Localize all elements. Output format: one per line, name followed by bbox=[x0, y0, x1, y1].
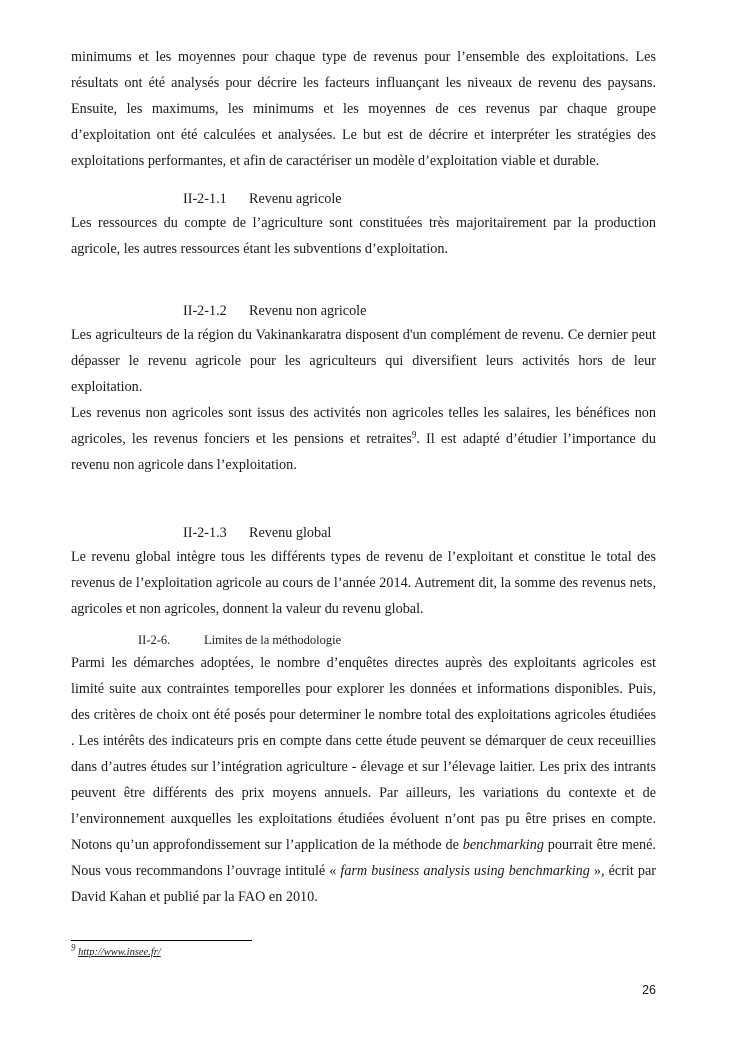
footnote-separator bbox=[71, 940, 252, 941]
limits-italic-benchmarking: benchmarking bbox=[462, 837, 544, 853]
footnote-mark: 9 bbox=[71, 942, 76, 953]
section-title: Revenu non agricole bbox=[249, 303, 367, 319]
section-heading-revenu-global bbox=[71, 524, 656, 542]
footnote-reference-link[interactable]: 9 bbox=[411, 429, 417, 440]
section-paragraph: Les agriculteurs de la région du Vakinankaratra disposent d'un complément de revenu. Ce dernier peut dépasser le revenu agricole pour les agriculteurs qui diversifient leurs activités hors de leur exploitation. bbox=[71, 327, 656, 395]
section-title: Revenu agricole bbox=[249, 191, 342, 207]
section-heading-revenu-non-agricole bbox=[71, 302, 656, 320]
paragraph-text-after: . Il est adapté d’étudier l’importance du revenu non agricole dans l’exploitation. bbox=[71, 431, 656, 473]
intro-paragraph: minimums et les moyennes pour chaque type de revenus pour l’ensemble des exploitations. Les résultats ont été analysés pour décrire les facteurs influançant les niveaux de revenu des paysans. Ensuite, les maximums, les minimums et les moyennes de ces revenus par chaque groupe d’exploitation ont été calculées et analysées. Le but est de décrire et interpréter les stratégies des exploitations performantes, et afin de caractériser un modèle d’exploitation viable et durable. bbox=[71, 49, 656, 169]
limits-text-main: Parmi les démarches adoptées, le nombre d’enquêtes directes auprès des exploitants agricoles est limité suite aux contraintes temporelles pour explorer les données et informations disponibles. Puis, des critères de choix ont été posés pour determiner le nombre total des exploitations agricoles étudiées . Les intérêts des indicateurs pris en compte dans cette étude peuvent se démarquer de ceux receuillies dans d’autres études sur l’intégration agriculture - élevage et sur l’élevage laitier. Les prix des intrants peuvent être différents des prix moyens annuels. Par ailleurs, les variations du contexte et de l’environnement auxquelles les exploitations étudiées évoluent n’ont pas pu être prises en compte. Notons qu’un approfondissement sur l’application de la méthode de bbox=[71, 655, 656, 853]
page-body bbox=[71, 44, 656, 910]
section-number: II-2-1.2 bbox=[183, 303, 227, 319]
section-paragraph: Les ressources du compte de l’agriculture sont constituées très majoritairement par la production agricole, les autres ressources étant les subventions d’exploitation. bbox=[71, 215, 656, 257]
limits-paragraph bbox=[71, 650, 656, 910]
section-heading-revenu-agricole bbox=[71, 190, 656, 208]
section-title: Revenu global bbox=[249, 525, 332, 541]
section-paragraph: Le revenu global intègre tous les différents types de revenu de l’exploitant et constitue le total des revenus de l’exploitation agricole au cours de l’année 2014. Autrement dit, la somme des revenus nets, agricoles et non agricoles, donnent la valeur du revenu global. bbox=[71, 549, 656, 617]
section-title: Limites de la méthodologie bbox=[204, 633, 342, 647]
limits-text-end: », écrit par David Kahan et publié par la FAO en 2010. bbox=[71, 863, 656, 905]
section-number: II-2-1.3 bbox=[183, 525, 227, 541]
section-number: II-2-1.1 bbox=[183, 191, 227, 207]
footnote-link[interactable]: http://www.insee.fr/ bbox=[78, 947, 161, 958]
limits-text-mid: pourrait être mené. Nous vous recommandons l’ouvrage intitulé « bbox=[71, 837, 656, 879]
footnote bbox=[71, 942, 161, 960]
limits-italic-book-title: farm business analysis using benchmarking bbox=[340, 863, 590, 879]
section-heading-limites bbox=[71, 632, 656, 648]
page-number: 26 bbox=[642, 983, 656, 997]
section-number: II-2-6. bbox=[138, 633, 171, 647]
paragraph-text-before: Les revenus non agricoles sont issus des activités non agricoles telles les salaires, les bénéfices non agricoles, les revenus fonciers et les pensions et retraites bbox=[71, 405, 656, 447]
section-paragraph-with-footnote bbox=[71, 400, 656, 478]
